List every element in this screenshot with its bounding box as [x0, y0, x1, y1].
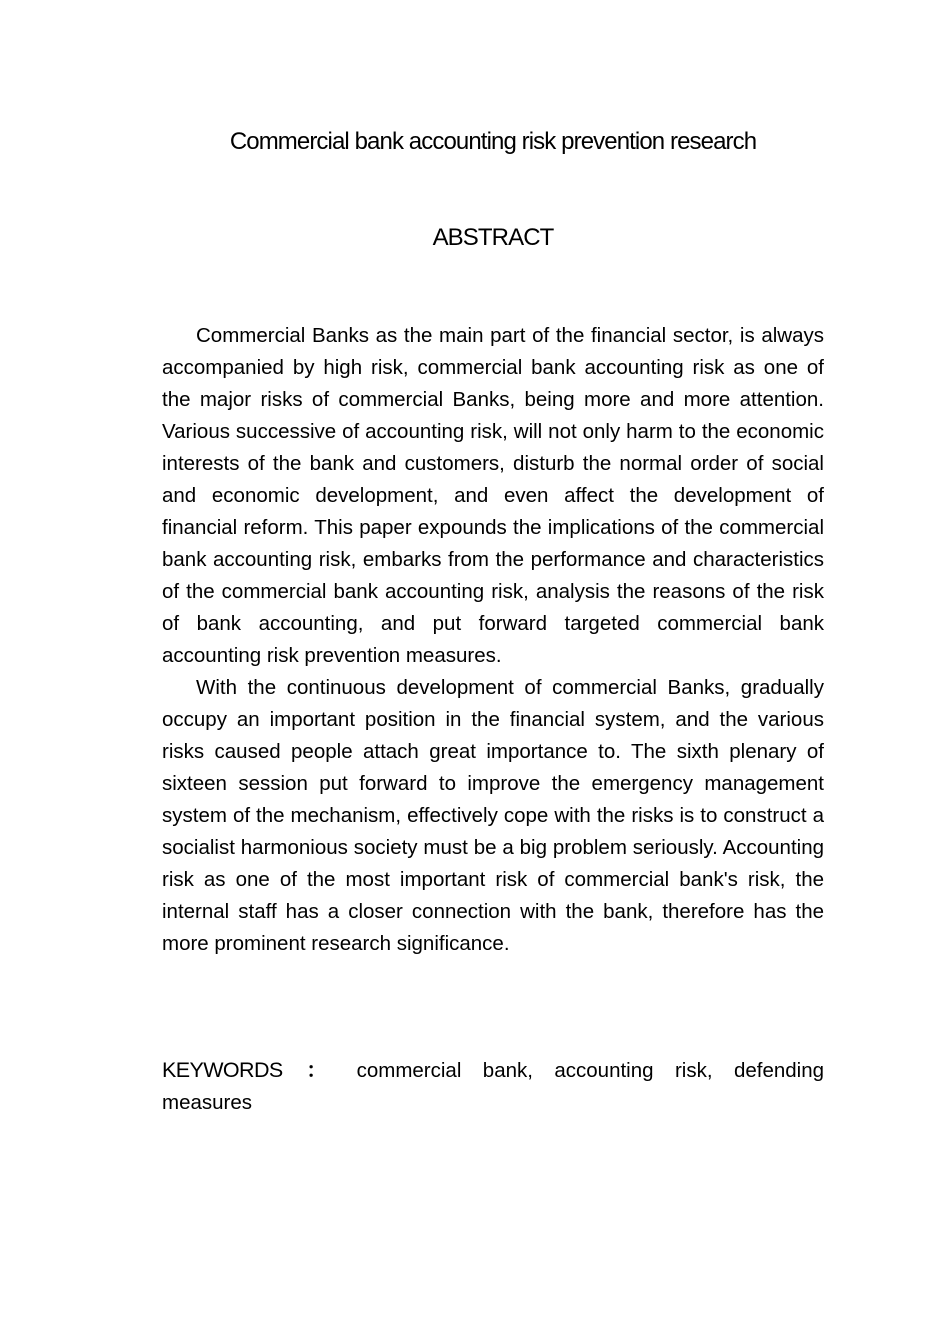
keywords-colon: ： [290, 1059, 343, 1082]
keywords-list: commercial bank, accounting risk, defending measures [162, 1059, 825, 1114]
abstract-paragraph-1: Commercial Banks as the main part of the financial sector, is always accompanied by high risk, commercial bank accounting risk as one of the major risks of commercial Banks, being more and more attention. Various successive of accounting risk, will not only harm to the economic interests of the bank and customers, disturb the normal order of social and economic development, and even affect the development of financial reform. This paper expounds the implications of the commercial bank accounting risk, embarks from the performance and characteristics of the commercial bank accounting risk, analysis the reasons of the risk of bank accounting, and put forward targeted commercial bank accounting risk prevention measures. [162, 324, 824, 667]
abstract-paragraph-2: With the continuous development of commercial Banks, gradually occupy an important position in the financial system, and the various risks caused people attach great importance to. The sixth plenary of sixteen session put forward to improve the emergency management system of the mechanism, effectively cope with the risks is to construct a socialist harmonious society must be a big problem seriously. Accounting risk as one of the most important risk of commercial bank's risk, the internal staff has a closer connection with the bank, therefore has the more prominent research significance. [162, 676, 824, 955]
keywords-section [162, 1054, 824, 1119]
keywords-label: KEYWORDS [162, 1058, 283, 1082]
abstract-heading: ABSTRACT [432, 224, 554, 251]
document-title: Commercial bank accounting risk prevention research [229, 128, 757, 155]
abstract-body [162, 320, 824, 960]
